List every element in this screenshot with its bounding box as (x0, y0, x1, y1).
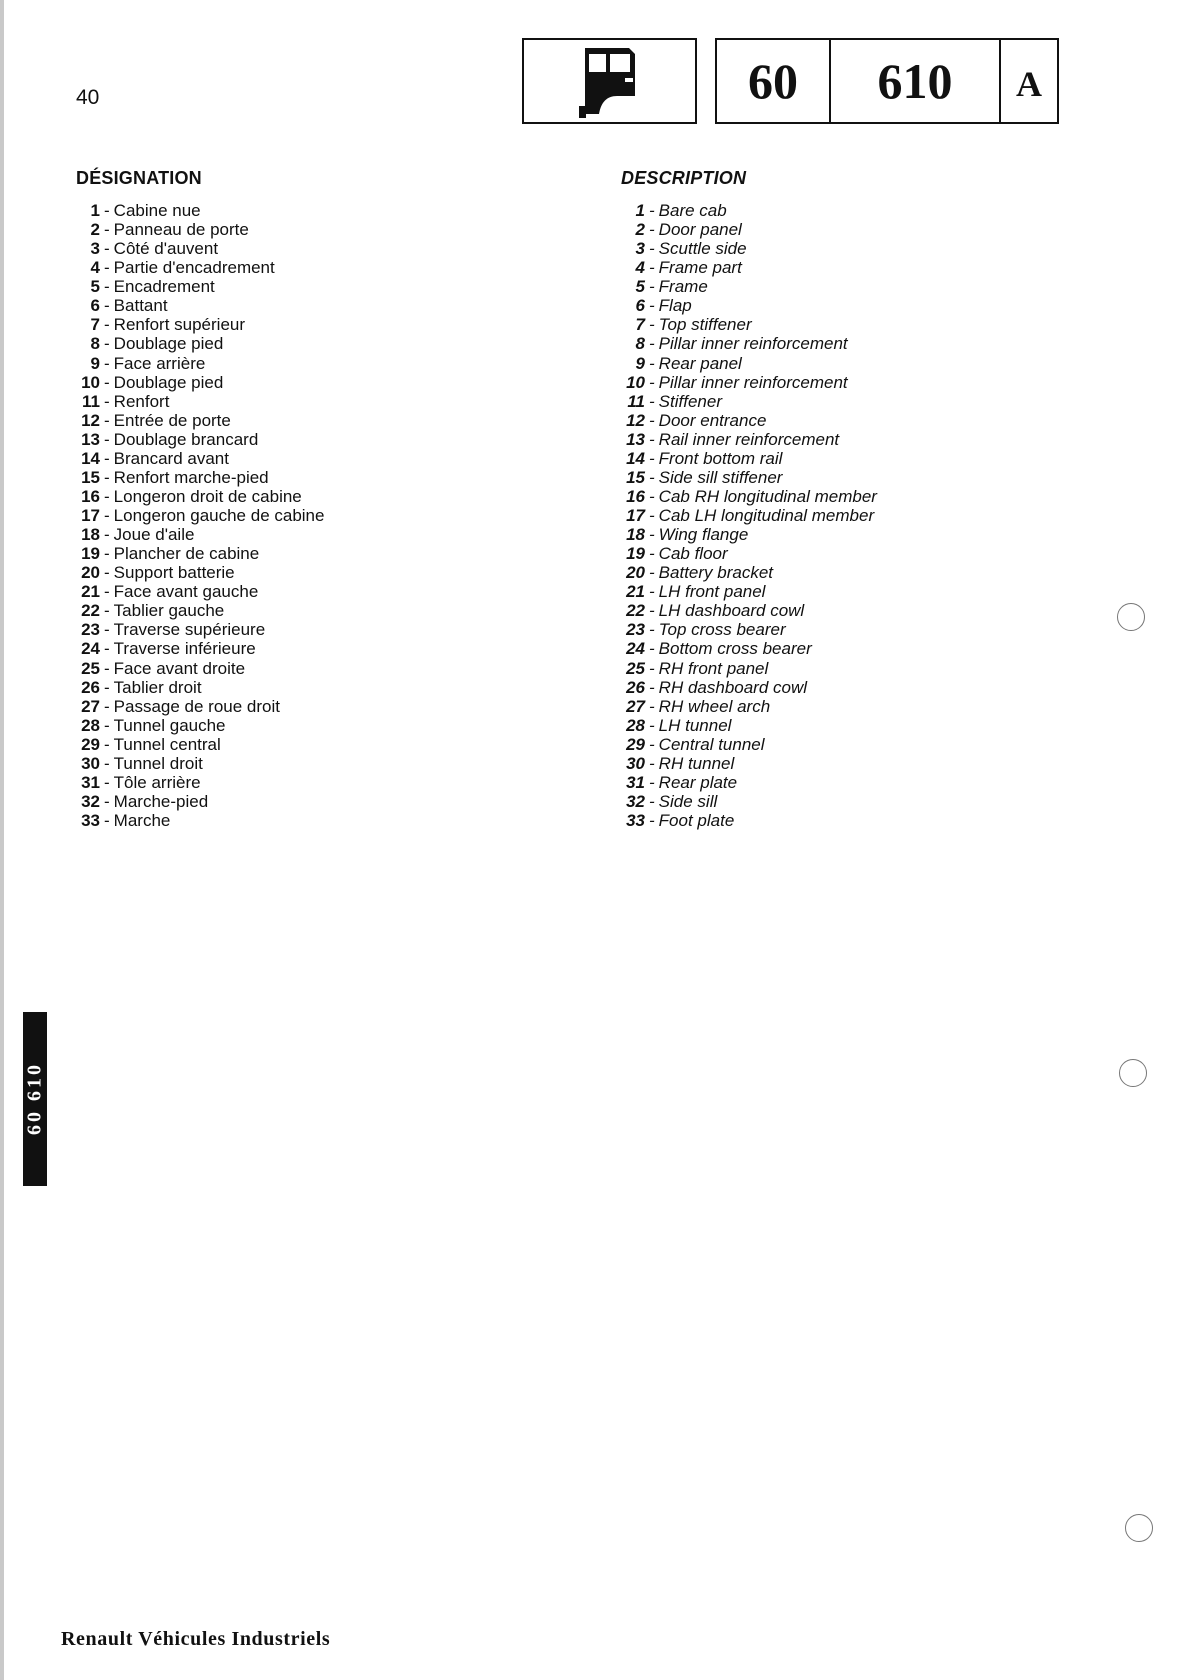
item-number: 15 (81, 467, 100, 487)
item-separator: - (104, 277, 110, 297)
item-number: 25 (81, 658, 100, 678)
item-number: 16 (81, 486, 100, 506)
item-number: 14 (81, 448, 100, 468)
item-label: Cab RH longitudinal member (658, 486, 877, 506)
list-item (621, 563, 877, 582)
item-label: Marche-pied (113, 791, 209, 811)
item-label: Battery bracket (658, 563, 773, 583)
item-number: 28 (626, 715, 645, 735)
item-number: 1 (90, 201, 100, 220)
list-item (76, 201, 324, 220)
item-number: 7 (90, 315, 100, 335)
item-number: 17 (626, 506, 645, 525)
item-separator: - (649, 715, 655, 735)
item-number: 15 (626, 467, 645, 487)
list-item (621, 201, 877, 220)
list-item (76, 430, 324, 449)
item-label: Foot plate (658, 811, 735, 830)
list-item (76, 735, 324, 754)
item-label: Front bottom rail (658, 448, 783, 468)
item-separator: - (649, 448, 655, 468)
item-number: 19 (81, 544, 100, 564)
list-item (621, 373, 877, 392)
item-number: 23 (626, 620, 645, 640)
item-label: Renfort supérieur (113, 315, 246, 335)
item-label: Support batterie (113, 563, 235, 583)
item-label: Face arrière (113, 353, 206, 373)
item-label: Tablier gauche (113, 601, 225, 621)
item-number: 6 (90, 296, 100, 316)
list-item (621, 582, 877, 601)
item-label: Door panel (658, 220, 742, 240)
designation-column (76, 168, 324, 830)
item-label: LH front panel (658, 582, 766, 602)
punch-hole (1117, 603, 1145, 631)
list-item (76, 639, 324, 658)
item-label: Traverse inférieure (113, 639, 256, 659)
item-number: 21 (626, 582, 645, 602)
item-separator: - (649, 296, 655, 316)
item-label: Doublage brancard (113, 429, 259, 449)
item-label: Side sill stiffener (658, 467, 783, 487)
cab-icon-box (522, 38, 697, 124)
item-separator: - (649, 582, 655, 602)
item-separator: - (104, 220, 110, 240)
item-label: Partie d'encadrement (113, 258, 275, 278)
item-label: Frame part (658, 258, 742, 278)
description-column (621, 168, 877, 830)
item-label: Face avant droite (113, 658, 246, 678)
item-separator: - (649, 620, 655, 640)
list-item (76, 449, 324, 468)
item-label: Pillar inner reinforcement (658, 372, 848, 392)
list-item (621, 220, 877, 239)
list-item (76, 392, 324, 411)
list-item (76, 354, 324, 373)
item-separator: - (104, 429, 110, 449)
item-separator: - (649, 772, 655, 792)
item-label: Tôle arrière (113, 772, 201, 792)
item-number: 24 (626, 639, 645, 659)
item-number: 32 (626, 791, 645, 811)
item-separator: - (104, 811, 110, 830)
item-separator: - (649, 563, 655, 583)
list-item (76, 506, 324, 525)
item-label: LH tunnel (658, 715, 732, 735)
item-label: Frame (658, 277, 708, 297)
item-number: 17 (81, 506, 100, 525)
item-label: Top cross bearer (658, 620, 786, 640)
list-item (621, 678, 877, 697)
item-separator: - (104, 239, 110, 259)
item-label: Côté d'auvent (113, 239, 219, 259)
truck-cab-icon (577, 44, 643, 118)
list-item (76, 487, 324, 506)
list-item (621, 697, 877, 716)
list-item (621, 239, 877, 258)
item-label: Renfort marche-pied (113, 467, 269, 487)
item-number: 20 (81, 563, 100, 583)
item-number: 13 (626, 429, 645, 449)
item-separator: - (104, 486, 110, 506)
list-item (76, 296, 324, 315)
item-number: 13 (81, 429, 100, 449)
item-separator: - (104, 582, 110, 602)
item-separator: - (649, 753, 655, 773)
item-label: Traverse supérieure (113, 620, 266, 640)
item-separator: - (649, 353, 655, 373)
item-label: RH front panel (658, 658, 769, 678)
item-separator: - (104, 563, 110, 583)
item-separator: - (104, 791, 110, 811)
item-separator: - (104, 296, 110, 316)
item-number: 27 (626, 696, 645, 716)
item-label: Panneau de porte (113, 220, 249, 240)
list-item (76, 411, 324, 430)
item-number: 3 (90, 239, 100, 259)
item-separator: - (104, 467, 110, 487)
item-label: Flap (658, 296, 692, 316)
item-separator: - (649, 525, 655, 545)
list-item (621, 315, 877, 334)
list-item (76, 525, 324, 544)
item-label: Scuttle side (658, 239, 747, 259)
item-number: 12 (81, 410, 100, 430)
item-separator: - (104, 506, 110, 525)
list-item (76, 716, 324, 735)
item-label: Longeron gauche de cabine (113, 506, 325, 525)
item-number: 12 (626, 410, 645, 430)
item-label: Entrée de porte (113, 410, 231, 430)
list-item (621, 601, 877, 620)
item-number: 27 (81, 696, 100, 716)
item-label: Tunnel gauche (113, 715, 226, 735)
item-number: 16 (626, 486, 645, 506)
item-separator: - (649, 811, 655, 830)
item-separator: - (649, 315, 655, 335)
list-item (76, 220, 324, 239)
item-separator: - (104, 734, 110, 754)
item-number: 5 (90, 277, 100, 297)
item-number: 28 (81, 715, 100, 735)
item-number: 6 (635, 296, 645, 316)
item-label: Cabine nue (113, 201, 201, 220)
item-separator: - (649, 334, 655, 354)
item-number: 32 (81, 791, 100, 811)
list-item (621, 659, 877, 678)
item-number: 22 (81, 601, 100, 621)
item-separator: - (649, 220, 655, 240)
item-separator: - (104, 696, 110, 716)
item-separator: - (649, 372, 655, 392)
item-separator: - (649, 544, 655, 564)
item-separator: - (649, 410, 655, 430)
item-separator: - (104, 620, 110, 640)
item-separator: - (104, 772, 110, 792)
item-separator: - (104, 201, 110, 220)
list-item (621, 296, 877, 315)
item-separator: - (649, 467, 655, 487)
item-number: 22 (626, 601, 645, 621)
list-item (76, 811, 324, 830)
item-separator: - (649, 734, 655, 754)
item-number: 20 (626, 563, 645, 583)
item-number: 29 (81, 734, 100, 754)
item-number: 11 (82, 391, 100, 411)
list-item (76, 582, 324, 601)
list-item (621, 430, 877, 449)
list-item (76, 697, 324, 716)
list-item (621, 392, 877, 411)
designation-list (76, 201, 324, 830)
item-label: Pillar inner reinforcement (658, 334, 848, 354)
item-number: 26 (81, 677, 100, 697)
item-label: Doublage pied (113, 372, 224, 392)
item-number: 11 (627, 391, 645, 411)
item-separator: - (649, 391, 655, 411)
item-separator: - (104, 353, 110, 373)
list-item (621, 754, 877, 773)
item-separator: - (649, 258, 655, 278)
item-separator: - (649, 677, 655, 697)
list-item (621, 544, 877, 563)
item-separator: - (649, 791, 655, 811)
item-label: Central tunnel (658, 734, 765, 754)
item-label: Cab LH longitudinal member (658, 506, 875, 525)
list-item (76, 754, 324, 773)
punch-hole (1125, 1514, 1153, 1542)
list-item (621, 811, 877, 830)
item-label: Side sill (658, 791, 718, 811)
code-subsection: 610 (831, 40, 1001, 122)
item-number: 7 (635, 315, 645, 335)
item-label: Plancher de cabine (113, 544, 260, 564)
item-label: Encadrement (113, 277, 215, 297)
item-number: 21 (81, 582, 100, 602)
list-item (621, 620, 877, 639)
item-label: Top stiffener (658, 315, 752, 335)
item-separator: - (104, 258, 110, 278)
item-separator: - (649, 486, 655, 506)
list-item (621, 411, 877, 430)
item-number: 9 (90, 353, 100, 373)
list-item (621, 354, 877, 373)
item-number: 8 (635, 334, 645, 354)
list-item (621, 506, 877, 525)
item-number: 9 (635, 353, 645, 373)
item-separator: - (649, 277, 655, 297)
list-item (76, 239, 324, 258)
item-separator: - (649, 658, 655, 678)
item-label: Tablier droit (113, 677, 202, 697)
list-item (621, 334, 877, 353)
item-number: 29 (626, 734, 645, 754)
page-edge (0, 0, 4, 1680)
item-separator: - (104, 391, 110, 411)
list-item (76, 468, 324, 487)
item-label: Doublage pied (113, 334, 224, 354)
item-separator: - (104, 677, 110, 697)
list-item (76, 277, 324, 296)
item-number: 5 (635, 277, 645, 297)
item-label: Longeron droit de cabine (113, 486, 302, 506)
item-number: 18 (626, 525, 645, 545)
publisher-footer: Renault Véhicules Industriels (61, 1628, 331, 1650)
list-item (621, 277, 877, 296)
item-number: 2 (635, 220, 645, 240)
item-separator: - (649, 639, 655, 659)
item-label: Rear panel (658, 353, 742, 373)
item-label: Battant (113, 296, 168, 316)
item-separator: - (104, 410, 110, 430)
item-number: 30 (626, 753, 645, 773)
list-item (76, 563, 324, 582)
item-separator: - (649, 429, 655, 449)
list-item (621, 468, 877, 487)
item-separator: - (104, 525, 110, 545)
item-number: 18 (81, 525, 100, 545)
list-item (621, 716, 877, 735)
item-label: Cab floor (658, 544, 728, 564)
item-separator: - (104, 658, 110, 678)
list-item (76, 659, 324, 678)
item-separator: - (104, 639, 110, 659)
item-label: Passage de roue droit (113, 696, 281, 716)
item-number: 8 (90, 334, 100, 354)
item-label: Stiffener (658, 391, 722, 411)
item-separator: - (104, 372, 110, 392)
list-item (76, 334, 324, 353)
item-number: 30 (81, 753, 100, 773)
item-label: Tunnel central (113, 734, 221, 754)
item-number: 23 (81, 620, 100, 640)
list-item (621, 258, 877, 277)
item-label: Wing flange (658, 525, 749, 545)
item-number: 2 (90, 220, 100, 240)
page-number: 40 (76, 86, 100, 109)
item-separator: - (649, 601, 655, 621)
item-label: Brancard avant (113, 448, 229, 468)
item-label: Door entrance (658, 410, 767, 430)
item-separator: - (104, 544, 110, 564)
item-number: 4 (90, 258, 100, 278)
item-number: 31 (81, 772, 100, 792)
description-list (621, 201, 877, 830)
item-number: 10 (626, 372, 645, 392)
designation-title: DÉSIGNATION (76, 168, 202, 188)
item-separator: - (104, 315, 110, 335)
list-item (76, 601, 324, 620)
item-label: Rear plate (658, 772, 738, 792)
list-item (76, 620, 324, 639)
item-separator: - (104, 601, 110, 621)
list-item (76, 258, 324, 277)
item-label: Face avant gauche (113, 582, 259, 602)
item-number: 25 (626, 658, 645, 678)
list-item (76, 678, 324, 697)
item-separator: - (104, 448, 110, 468)
list-item (76, 792, 324, 811)
item-separator: - (104, 753, 110, 773)
item-separator: - (649, 696, 655, 716)
list-item (621, 735, 877, 754)
item-label: Bare cab (658, 201, 727, 220)
item-number: 33 (81, 811, 100, 830)
list-item (621, 525, 877, 544)
code-section: 60 (717, 40, 831, 122)
item-separator: - (649, 201, 655, 220)
item-number: 1 (635, 201, 645, 220)
list-item (621, 449, 877, 468)
item-label: Rail inner reinforcement (658, 429, 840, 449)
item-separator: - (649, 239, 655, 259)
item-label: RH tunnel (658, 753, 735, 773)
item-separator: - (104, 715, 110, 735)
item-number: 24 (81, 639, 100, 659)
item-label: Joue d'aile (113, 525, 195, 545)
description-title: DESCRIPTION (621, 168, 747, 188)
item-label: RH dashboard cowl (658, 677, 808, 697)
list-item (621, 792, 877, 811)
list-item (76, 315, 324, 334)
list-item (76, 544, 324, 563)
item-number: 31 (626, 772, 645, 792)
list-item (76, 773, 324, 792)
item-number: 10 (81, 372, 100, 392)
item-number: 3 (635, 239, 645, 259)
list-item (76, 373, 324, 392)
item-label: Marche (113, 811, 171, 830)
item-number: 4 (635, 258, 645, 278)
item-separator: - (104, 334, 110, 354)
item-separator: - (649, 506, 655, 525)
item-label: LH dashboard cowl (658, 601, 805, 621)
punch-hole (1119, 1059, 1147, 1087)
list-item (621, 773, 877, 792)
item-number: 33 (626, 811, 645, 830)
list-item (621, 487, 877, 506)
code-letter: A (1016, 64, 1042, 104)
item-label: Renfort (113, 391, 170, 411)
side-section-tab: 60 610 (23, 1012, 47, 1186)
list-item (621, 639, 877, 658)
item-label: Tunnel droit (113, 753, 203, 773)
item-label: Bottom cross bearer (658, 639, 812, 659)
item-label: RH wheel arch (658, 696, 771, 716)
document-code (715, 38, 1059, 124)
item-number: 19 (626, 544, 645, 564)
item-number: 14 (626, 448, 645, 468)
item-number: 26 (626, 677, 645, 697)
